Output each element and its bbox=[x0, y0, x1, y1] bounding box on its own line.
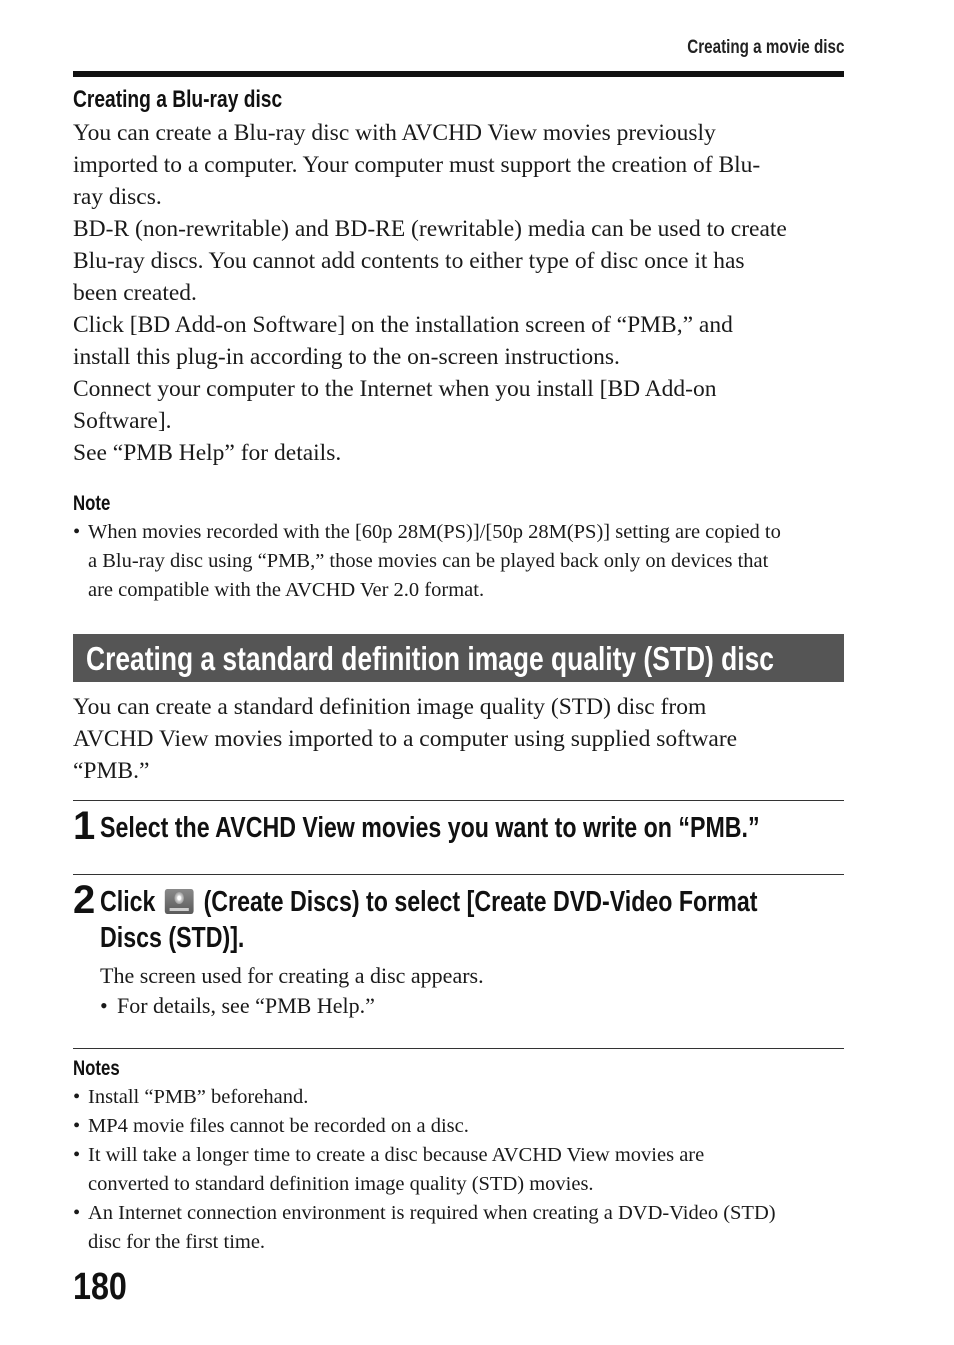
notes-title: Notes bbox=[73, 1057, 120, 1080]
body-line: AVCHD View movies imported to a computer using supplied software bbox=[73, 726, 738, 752]
body-line: Blu-ray discs. You cannot add contents to either type of disc once it has bbox=[73, 248, 745, 274]
step-2-description: The screen used for creating a disc appears. bbox=[100, 963, 484, 988]
notes-divider bbox=[73, 1048, 844, 1049]
step-1-text: Select the AVCHD View movies you want to write on “PMB.” bbox=[100, 812, 760, 844]
create-discs-icon bbox=[165, 889, 194, 914]
step-divider bbox=[73, 800, 844, 801]
body-line: You can create a Blu-ray disc with AVCHD View movies previously bbox=[73, 120, 716, 146]
note-item: • Install “PMB” beforehand. bbox=[73, 1083, 848, 1112]
step-1-number: 1 bbox=[73, 804, 96, 848]
bluray-heading: Creating a Blu-ray disc bbox=[73, 86, 283, 113]
note-item: • It will take a longer time to create a disc because AVCHD View movies are converted to standard definition image quality (STD) movies. bbox=[73, 1141, 848, 1199]
step-2-bullets bbox=[100, 991, 375, 1021]
body-line: install this plug-in according to the on-screen instructions. bbox=[73, 344, 620, 370]
step-divider bbox=[73, 874, 844, 875]
body-line: “PMB.” bbox=[73, 758, 150, 784]
notes-list bbox=[73, 1083, 848, 1257]
note-item: • When movies recorded with the [60p 28M(PS)]/[50p 28M(PS)] setting are copied to a Blu-ray disc using “PMB,” those movies can be played back only on devices that are compatible with the AVCHD Ver 2.0 format. bbox=[73, 518, 848, 605]
step-2-text: Click (Create Discs) to select [Create DVD-Video Format Discs (STD)]. bbox=[100, 886, 758, 954]
note-item: • MP4 movie files cannot be recorded on a disc. bbox=[73, 1112, 848, 1141]
list-item: • For details, see “PMB Help.” bbox=[100, 991, 375, 1021]
note-title: Note bbox=[73, 492, 111, 515]
std-body bbox=[73, 691, 848, 787]
body-line: ray discs. bbox=[73, 184, 162, 210]
body-line: been created. bbox=[73, 280, 197, 306]
header-rule bbox=[73, 71, 844, 77]
note-item: • An Internet connection environment is required when creating a DVD-Video (STD) disc for the first time. bbox=[73, 1199, 848, 1257]
body-line: Connect your computer to the Internet when you install [BD Add-on bbox=[73, 376, 717, 402]
body-line: Software]. bbox=[73, 408, 172, 434]
body-line: BD-R (non-rewritable) and BD-RE (rewritable) media can be used to create bbox=[73, 216, 787, 242]
note-list bbox=[73, 518, 848, 605]
running-header: Creating a movie disc bbox=[686, 37, 844, 58]
body-line: See “PMB Help” for details. bbox=[73, 440, 342, 466]
page-number: 180 bbox=[73, 1266, 127, 1308]
section-banner: Creating a standard definition image quality (STD) disc bbox=[73, 634, 844, 682]
body-line: You can create a standard definition image quality (STD) disc from bbox=[73, 694, 707, 720]
bluray-body bbox=[73, 117, 848, 469]
body-line: Click [BD Add-on Software] on the installation screen of “PMB,” and bbox=[73, 312, 733, 338]
body-line: imported to a computer. Your computer must support the creation of Blu- bbox=[73, 152, 761, 178]
step-2-number: 2 bbox=[73, 878, 96, 922]
